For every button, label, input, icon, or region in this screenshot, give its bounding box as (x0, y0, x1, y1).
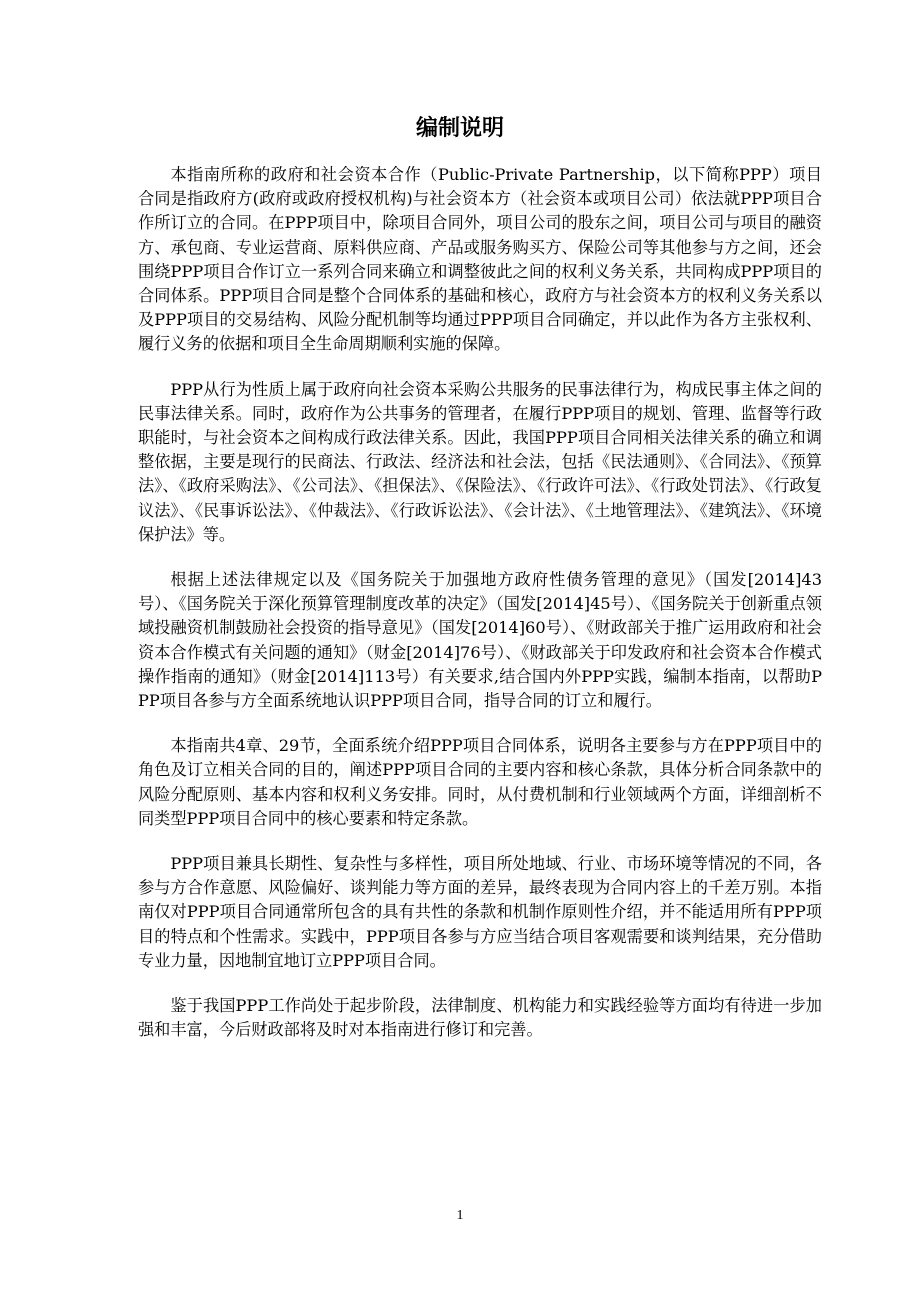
paragraph: 鉴于我国PPP工作尚处于起步阶段，法律制度、机构能力和实践经验等方面均有待进一步加强和丰富，今后财政部将及时对本指南进行修订和完善。 (138, 996, 822, 1040)
document-body (138, 163, 822, 1064)
paragraph: PPP项目兼具长期性、复杂性与多样性，项目所处地域、行业、市场环境等情况的不同，各参与方合作意愿、风险偏好、谈判能力等方面的差异，最终表现为合同内容上的千差万别。本指南仅对PPP项目合同通常所包含的具有共性的条款和机制作原则性介绍，并不能适用所有PPP项目的特点和个性需求。实践中，PPP项目各参与方应当结合项目客观需要和谈判结果，充分借助专业力量，因地制宜地订立PPP项目合同。 (138, 854, 822, 970)
page-number: 1 (456, 1208, 464, 1223)
paragraph: 本指南共4章、29节，全面系统介绍PPP项目合同体系，说明各主要参与方在PPP项目中的角色及订立相关合同的目的，阐述PPP项目合同的主要内容和核心条款，具体分析合同条款中的风险分配原则、基本内容和权利义务安排。同时，从付费机制和行业领域两个方面，详细剖析不同类型PPP项目合同中的核心要素和特定条款。 (138, 736, 822, 828)
paragraph: 本指南所称的政府和社会资本合作（Public-Private Partnership，以下简称PPP）项目合同是指政府方(政府或政府授权机构)与社会资本方（社会资本或项目公司）依法就PPP项目合作所订立的合同。在PPP项目中，除项目合同外，项目公司的股东之间，项目公司与项目的融资方、承包商、专业运营商、原料供应商、产品或服务购买方、保险公司等其他参与方之间，还会围绕PPP项目合作订立一系列合同来确立和调整彼此之间的权利义务关系，共同构成PPP项目的合同体系。PPP项目合同是整个合同体系的基础和核心，政府方与社会资本方的权利义务关系以及PPP项目的交易结构、风险分配机制等均通过PPP项目合同确定，并以此作为各方主张权利、履行义务的依据和项目全生命周期顺利实施的保障。 (138, 165, 822, 354)
paragraph: 根据上述法律规定以及《国务院关于加强地方政府性债务管理的意见》（国发[2014]43号）、《国务院关于深化预算管理制度改革的决定》（国发[2014]45号）、《国务院关于创新重点领域投融资机制鼓励社会投资的指导意见》（国发[2014]60号）、《财政部关于推广运用政府和社会资本合作模式有关问题的通知》（财金[2014]76号）、《财政部关于印发政府和社会资本合作模式操作指南的通知》（财金[2014]113号）有关要求,结合国内外PPP实践，编制本指南，以帮助PPP项目各参与方全面系统地认识PPP项目合同，指导合同的订立和履行。 (138, 570, 822, 711)
paragraph: PPP从行为性质上属于政府向社会资本采购公共服务的民事法律行为，构成民事主体之间的民事法律关系。同时，政府作为公共事务的管理者，在履行PPP项目的规划、管理、监督等行政职能时，与社会资本之间构成行政法律关系。因此，我国PPP项目合同相关法律关系的确立和调整依据，主要是现行的民商法、行政法、经济法和社会法，包括《民法通则》、《合同法》、《预算法》、《政府采购法》、《公司法》、《担保法》、《保险法》、《行政许可法》、《行政处罚法》、《行政复议法》、《民事诉讼法》、《仲裁法》、《行政诉讼法》、《会计法》、《土地管理法》、《建筑法》、《环境保护法》等。 (138, 379, 822, 544)
page-title: 编制说明 (415, 116, 504, 141)
